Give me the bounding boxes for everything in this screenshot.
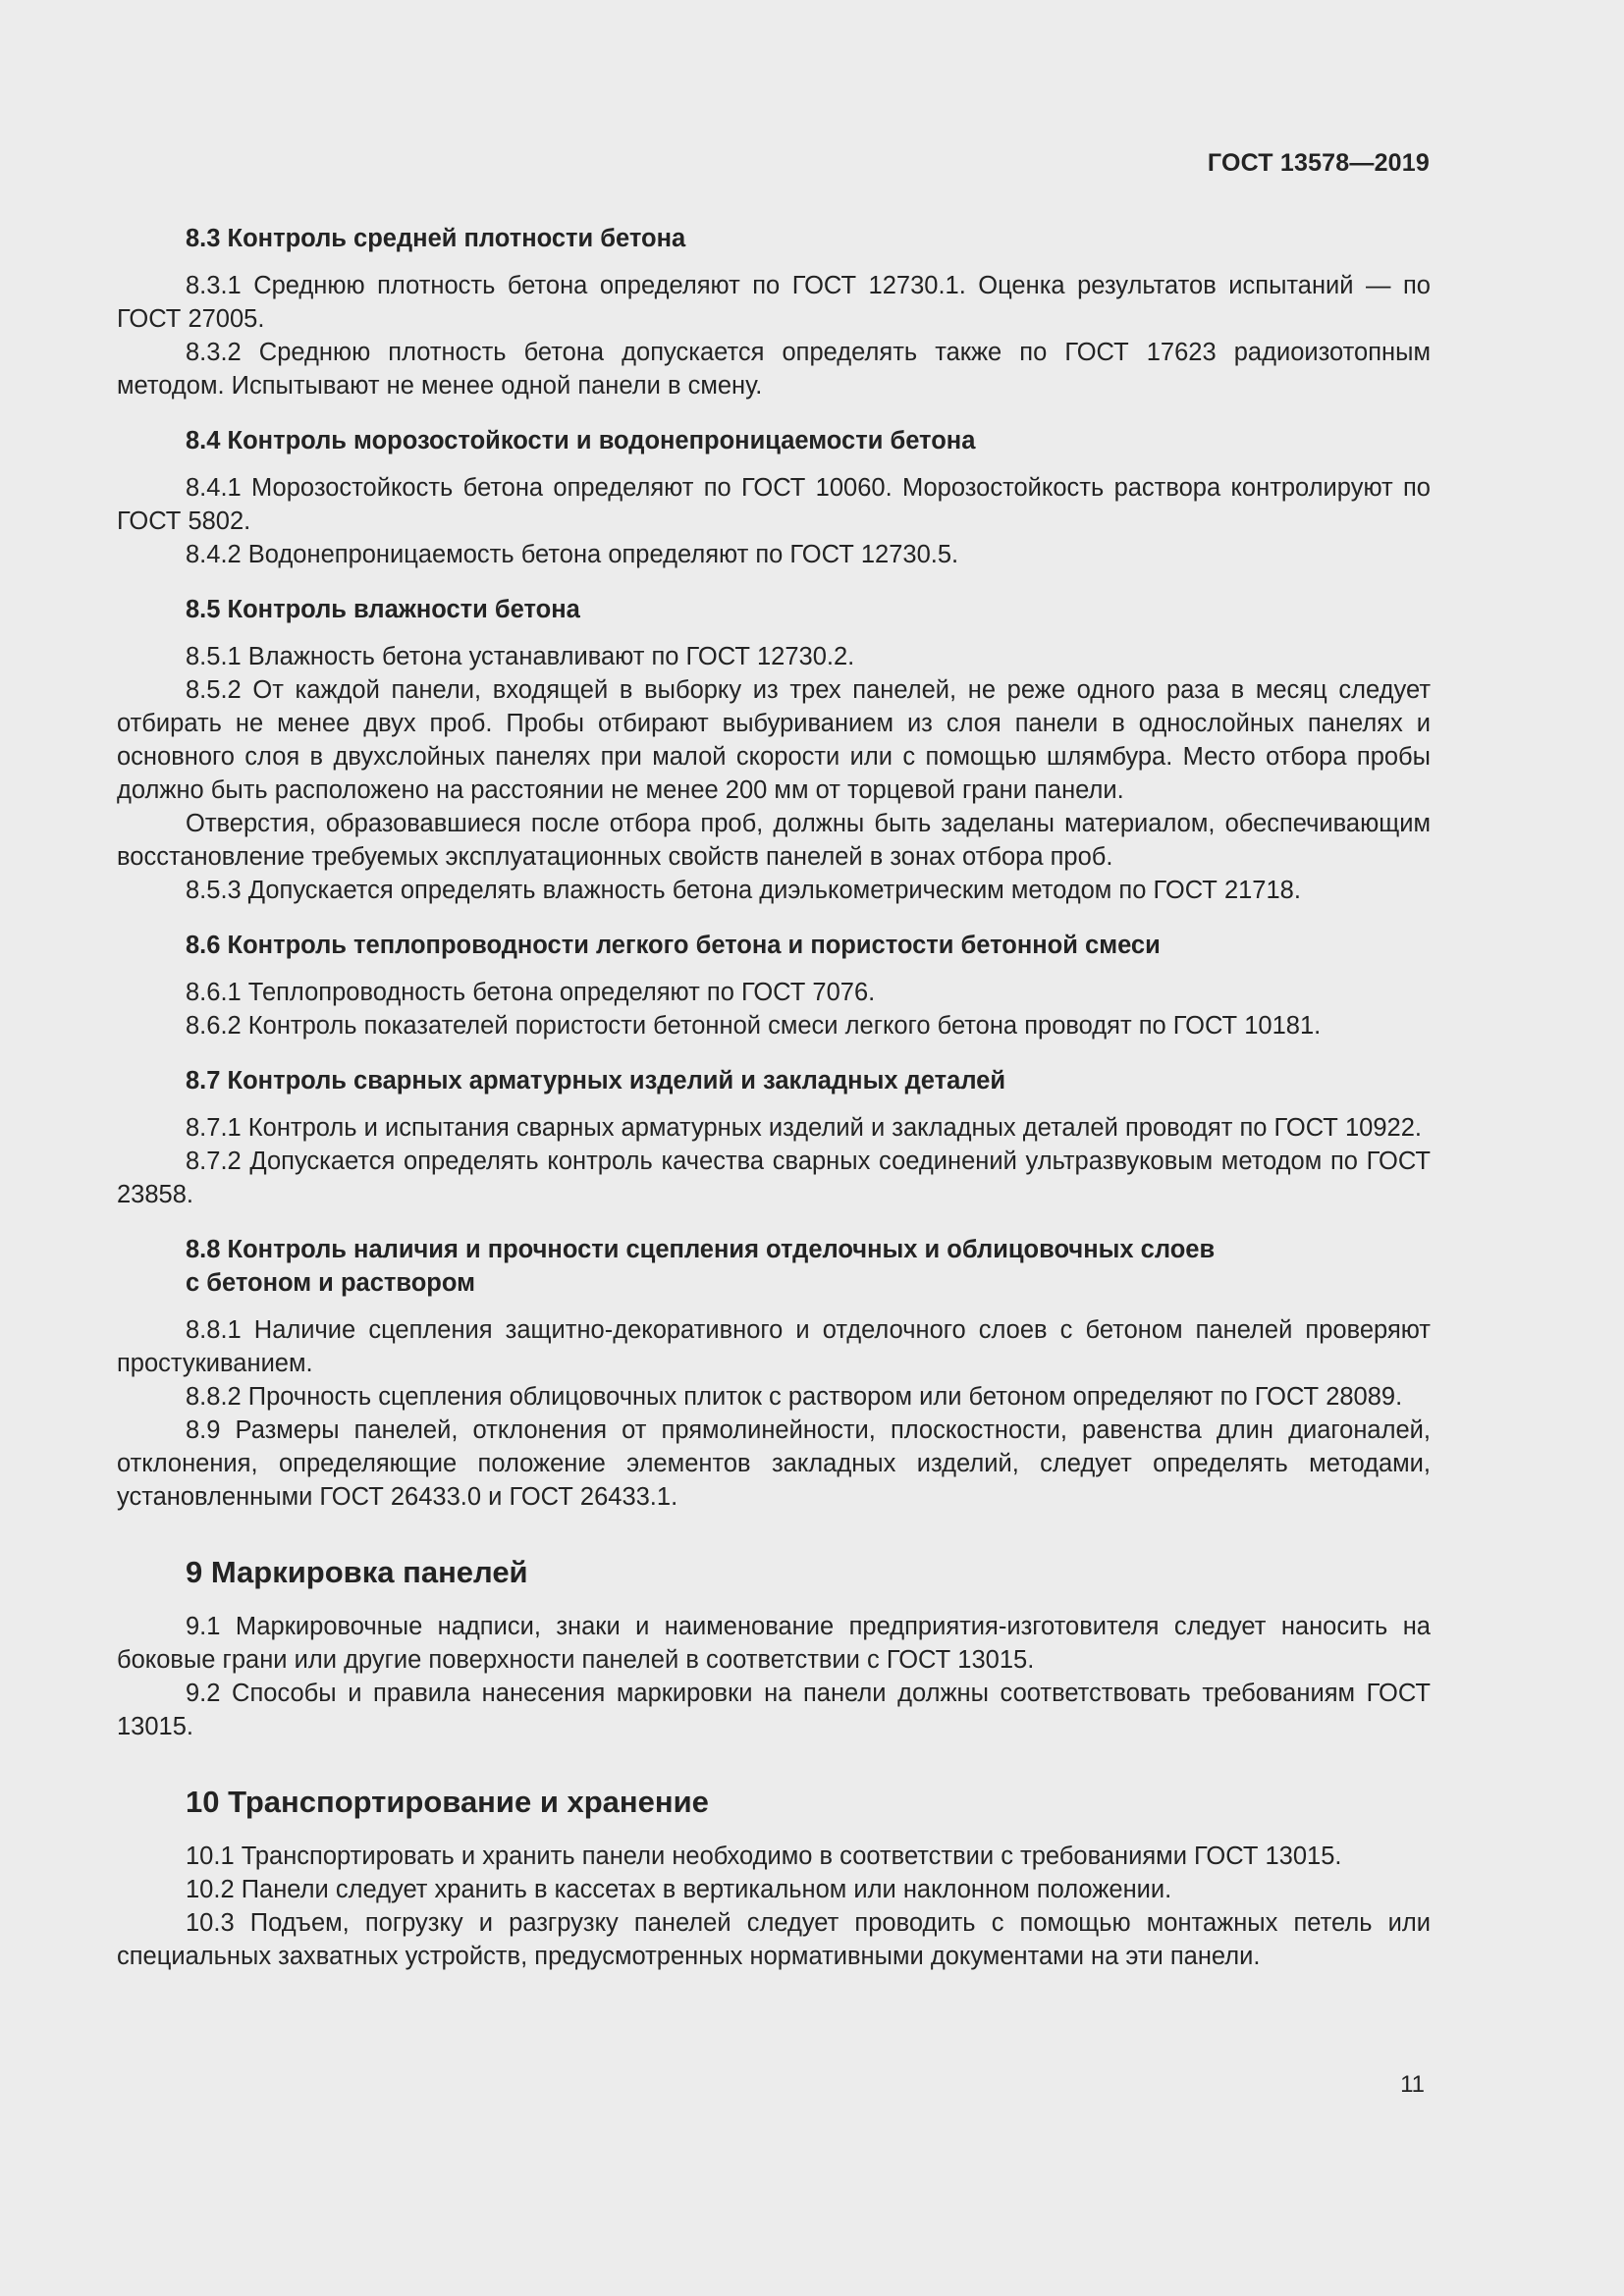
paragraph-10-1: 10.1 Транспортировать и хранить панели необходимо в соответствии с требованиями ГОСТ 13015. — [186, 1842, 1342, 1870]
section-heading-8-3: 8.3 Контроль средней плотности бетона — [186, 225, 686, 252]
chapter-heading-10: 10 Транспортирование и хранение — [186, 1785, 709, 1819]
page-content — [117, 222, 1431, 1973]
paragraph-8-3-1: 8.3.1 Среднюю плотность бетона определяют по ГОСТ 12730.1. Оценка результатов испытаний — по ГОСТ 27005. — [117, 272, 1431, 333]
paragraph-8-3-2: 8.3.2 Среднюю плотность бетона допускается определять также по ГОСТ 17623 радиоизотопным методом. Испытывают не менее одной панели в смену. — [117, 339, 1431, 400]
section-heading-8-6: 8.6 Контроль теплопроводности легкого бетона и пористости бетонной смеси — [186, 932, 1161, 959]
paragraph-8-5-2-holes: Отверстия, образовавшиеся после отбора проб, должны быть заделаны материалом, обеспечивающим восстановление требуемых эксплуатационных свойств панелей в зонах отбора проб. — [117, 810, 1431, 871]
section-heading-8-5: 8.5 Контроль влажности бетона — [186, 596, 580, 623]
section-heading-8-8-line2: с бетоном и раствором — [186, 1269, 475, 1297]
paragraph-8-8-2: 8.8.2 Прочность сцепления облицовочных плиток с раствором или бетоном определяют по ГОСТ 28089. — [186, 1383, 1403, 1411]
paragraph-8-9: 8.9 Размеры панелей, отклонения от прямолинейности, плоскостности, равенства длин диагоналей, отклонения, определяющие положение элементов закладных изделий, следует определять методами, установленными ГОСТ 26433.0 и ГОСТ 26433.1. — [117, 1416, 1431, 1511]
page-number: 11 — [1400, 2071, 1425, 2098]
section-heading-8-8 — [117, 1233, 1431, 1300]
paragraph-8-7-2: 8.7.2 Допускается определять контроль качества сварных соединений ультразвуковым методом по ГОСТ 23858. — [117, 1148, 1431, 1208]
section-heading-8-8-line1: 8.8 Контроль наличия и прочности сцепления отделочных и облицовочных слоев — [186, 1236, 1216, 1263]
section-heading-8-7: 8.7 Контроль сварных арматурных изделий и закладных деталей — [186, 1067, 1006, 1095]
paragraph-8-4-2: 8.4.2 Водонепроницаемость бетона определяют по ГОСТ 12730.5. — [186, 541, 959, 568]
paragraph-8-4-1: 8.4.1 Морозостойкость бетона определяют по ГОСТ 10060. Морозостойкость раствора контролируют по ГОСТ 5802. — [117, 474, 1431, 535]
paragraph-10-2: 10.2 Панели следует хранить в кассетах в вертикальном или наклонном положении. — [186, 1876, 1172, 1903]
paragraph-8-6-1: 8.6.1 Теплопроводность бетона определяют по ГОСТ 7076. — [186, 979, 876, 1006]
section-heading-8-4: 8.4 Контроль морозостойкости и водонепроницаемости бетона — [186, 427, 976, 454]
paragraph-8-5-1: 8.5.1 Влажность бетона устанавливают по ГОСТ 12730.2. — [186, 643, 855, 670]
paragraph-8-5-3: 8.5.3 Допускается определять влажность бетона диэлькометрическим методом по ГОСТ 21718. — [186, 877, 1301, 904]
paragraph-8-5-2: 8.5.2 От каждой панели, входящей в выборку из трех панелей, не реже одного раза в месяц следует отбирать не менее двух проб. Пробы отбирают выбуриванием из слоя панели в однослойных панелях и основного слоя в двухслойных панелях при малой скорости или с помощью шлямбура. Место отбора пробы должно быть расположено на расстоянии не менее 200 мм от торцевой грани панели. — [117, 676, 1431, 804]
paragraph-8-8-1: 8.8.1 Наличие сцепления защитно-декоративного и отделочного слоев с бетоном панелей проверяют простукиванием. — [117, 1316, 1431, 1377]
paragraph-10-3: 10.3 Подъем, погрузку и разгрузку панелей следует проводить с помощью монтажных петель или специальных захватных устройств, предусмотренных нормативными документами на эти панели. — [117, 1909, 1431, 1970]
paragraph-9-1: 9.1 Маркировочные надписи, знаки и наименование предприятия-изготовителя следует наносить на боковые грани или другие поверхности панелей в соответствии с ГОСТ 13015. — [117, 1613, 1431, 1674]
chapter-heading-9: 9 Маркировка панелей — [186, 1555, 528, 1589]
paragraph-8-6-2: 8.6.2 Контроль показателей пористости бетонной смеси легкого бетона проводят по ГОСТ 10181. — [186, 1012, 1322, 1040]
paragraph-8-7-1: 8.7.1 Контроль и испытания сварных арматурных изделий и закладных деталей проводят по ГОСТ 10922. — [186, 1114, 1422, 1142]
paragraph-9-2: 9.2 Способы и правила нанесения маркировки на панели должны соответствовать требованиям ГОСТ 13015. — [117, 1680, 1431, 1740]
document-code: ГОСТ 13578—2019 — [1207, 149, 1430, 177]
